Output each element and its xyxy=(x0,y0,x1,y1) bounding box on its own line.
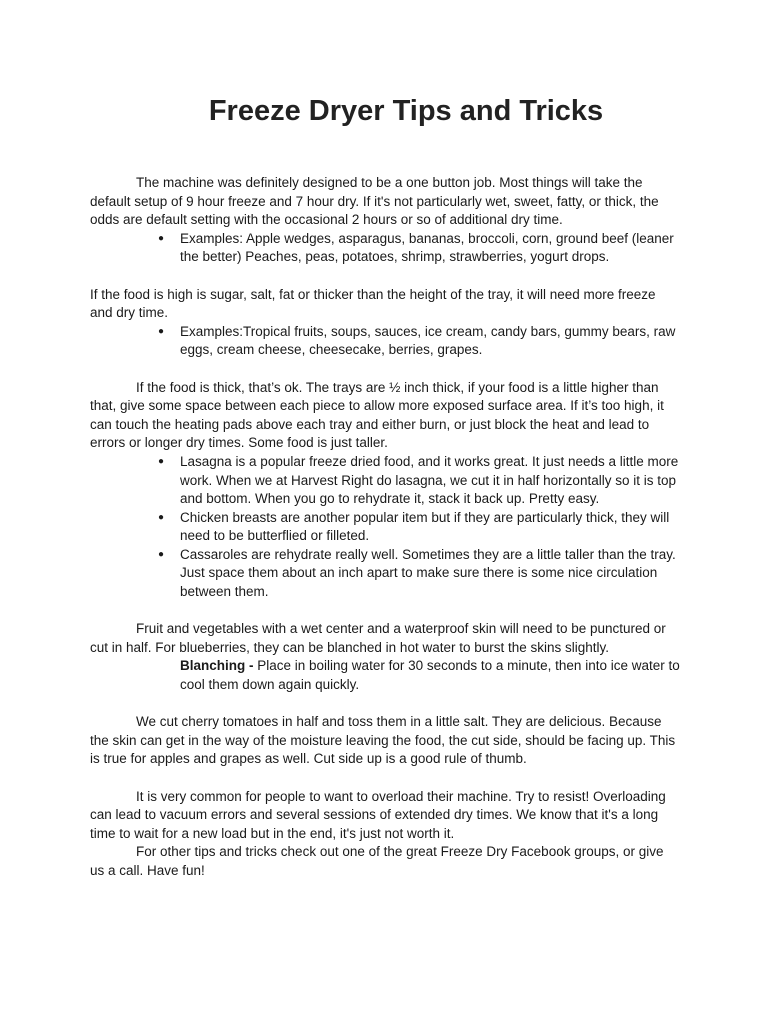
blanching-note xyxy=(90,657,680,694)
list-item: ● Examples:Tropical fruits, soups, sauces, ice cream, candy bars, gummy bears, raw eggs, cream cheese, cheesecake, berries, grapes. xyxy=(180,323,680,360)
list-item: ● Examples: Apple wedges, asparagus, bananas, broccoli, corn, ground beef (leaner the better) Peaches, peas, potatoes, shrimp, strawberries, yogurt drops. xyxy=(180,230,680,267)
paragraph-thick-food: If the food is thick, that’s ok. The trays are ½ inch thick, if your food is a little higher than that, give some space between each piece to allow more exposed surface area. If it’s too high, it can touch the heating pads above each tray and either burn, or just block the heat and lead to errors or longer dry times. Some food is just taller. xyxy=(90,379,664,451)
paragraph-high-sugar: If the food is high is sugar, salt, fat or thicker than the height of the tray, it will need more freeze and dry time. xyxy=(90,286,656,321)
spacer xyxy=(90,360,680,379)
list-item: ● Cassaroles are rehydrate really well. Sometimes they are a little taller than the tray. Just space them about an inch apart to make sure there is some nice circulation between them. xyxy=(180,546,680,602)
list-item: ● Lasagna is a popular freeze dried food, and it works great. It just needs a little more work. When we at Harvest Right do lasagna, we cut it in half horizontally so it is top and bottom. When you go to rehydrate it, stack it back up. Pretty easy. xyxy=(180,453,680,509)
document-body xyxy=(90,174,680,881)
spacer xyxy=(90,769,680,788)
paragraph-overload: It is very common for people to want to overload their machine. Try to resist! Overloading can lead to vacuum errors and several sessions of extended dry times. We know that it's a long time to wait for a new load but in the end, it's just not worth it. xyxy=(90,788,666,841)
paragraph-cherry-tomatoes: We cut cherry tomatoes in half and toss them in a little salt. They are delicious. Because the skin can get in the way of the moisture leaving the food, the cut side, should be facing up. This is true for apples and grapes as well. Cut side up is a good rule of thumb. xyxy=(90,714,676,767)
spacer xyxy=(90,602,680,621)
bullet-list-thick-foods xyxy=(90,453,680,602)
paragraph-intro: The machine was definitely designed to be a one button job. Most things will take the default setup of 9 hour freeze and 7 hour dry. If it's not particularly wet, sweet, fatty, or thick, the odds are default setting with the occasional 2 hours or so of additional dry time. xyxy=(90,175,659,228)
spacer xyxy=(90,695,680,714)
list-item: ● Chicken breasts are another popular item but if they are particularly thick, they will need to be butterflied or filleted. xyxy=(180,509,680,546)
bullet-list-extended-foods xyxy=(90,323,680,360)
document-page xyxy=(90,0,680,1024)
blanching-text: Place in boiling water for 30 seconds to a minute, then into ice water to cool them down again quickly. xyxy=(180,658,680,693)
paragraph-wet-center: Fruit and vegetables with a wet center and a waterproof skin will need to be punctured or cut in half. For blueberries, they can be blanched in hot water to burst the skins slightly. xyxy=(90,621,666,655)
page-title: Freeze Dryer Tips and Tricks xyxy=(208,95,604,127)
spacer xyxy=(90,267,680,286)
paragraph-closing: For other tips and tricks check out one of the great Freeze Dry Facebook groups, or give us a call. Have fun! xyxy=(90,844,664,878)
blanching-label: Blanching - xyxy=(180,658,254,674)
bullet-list-default-foods xyxy=(90,230,680,267)
